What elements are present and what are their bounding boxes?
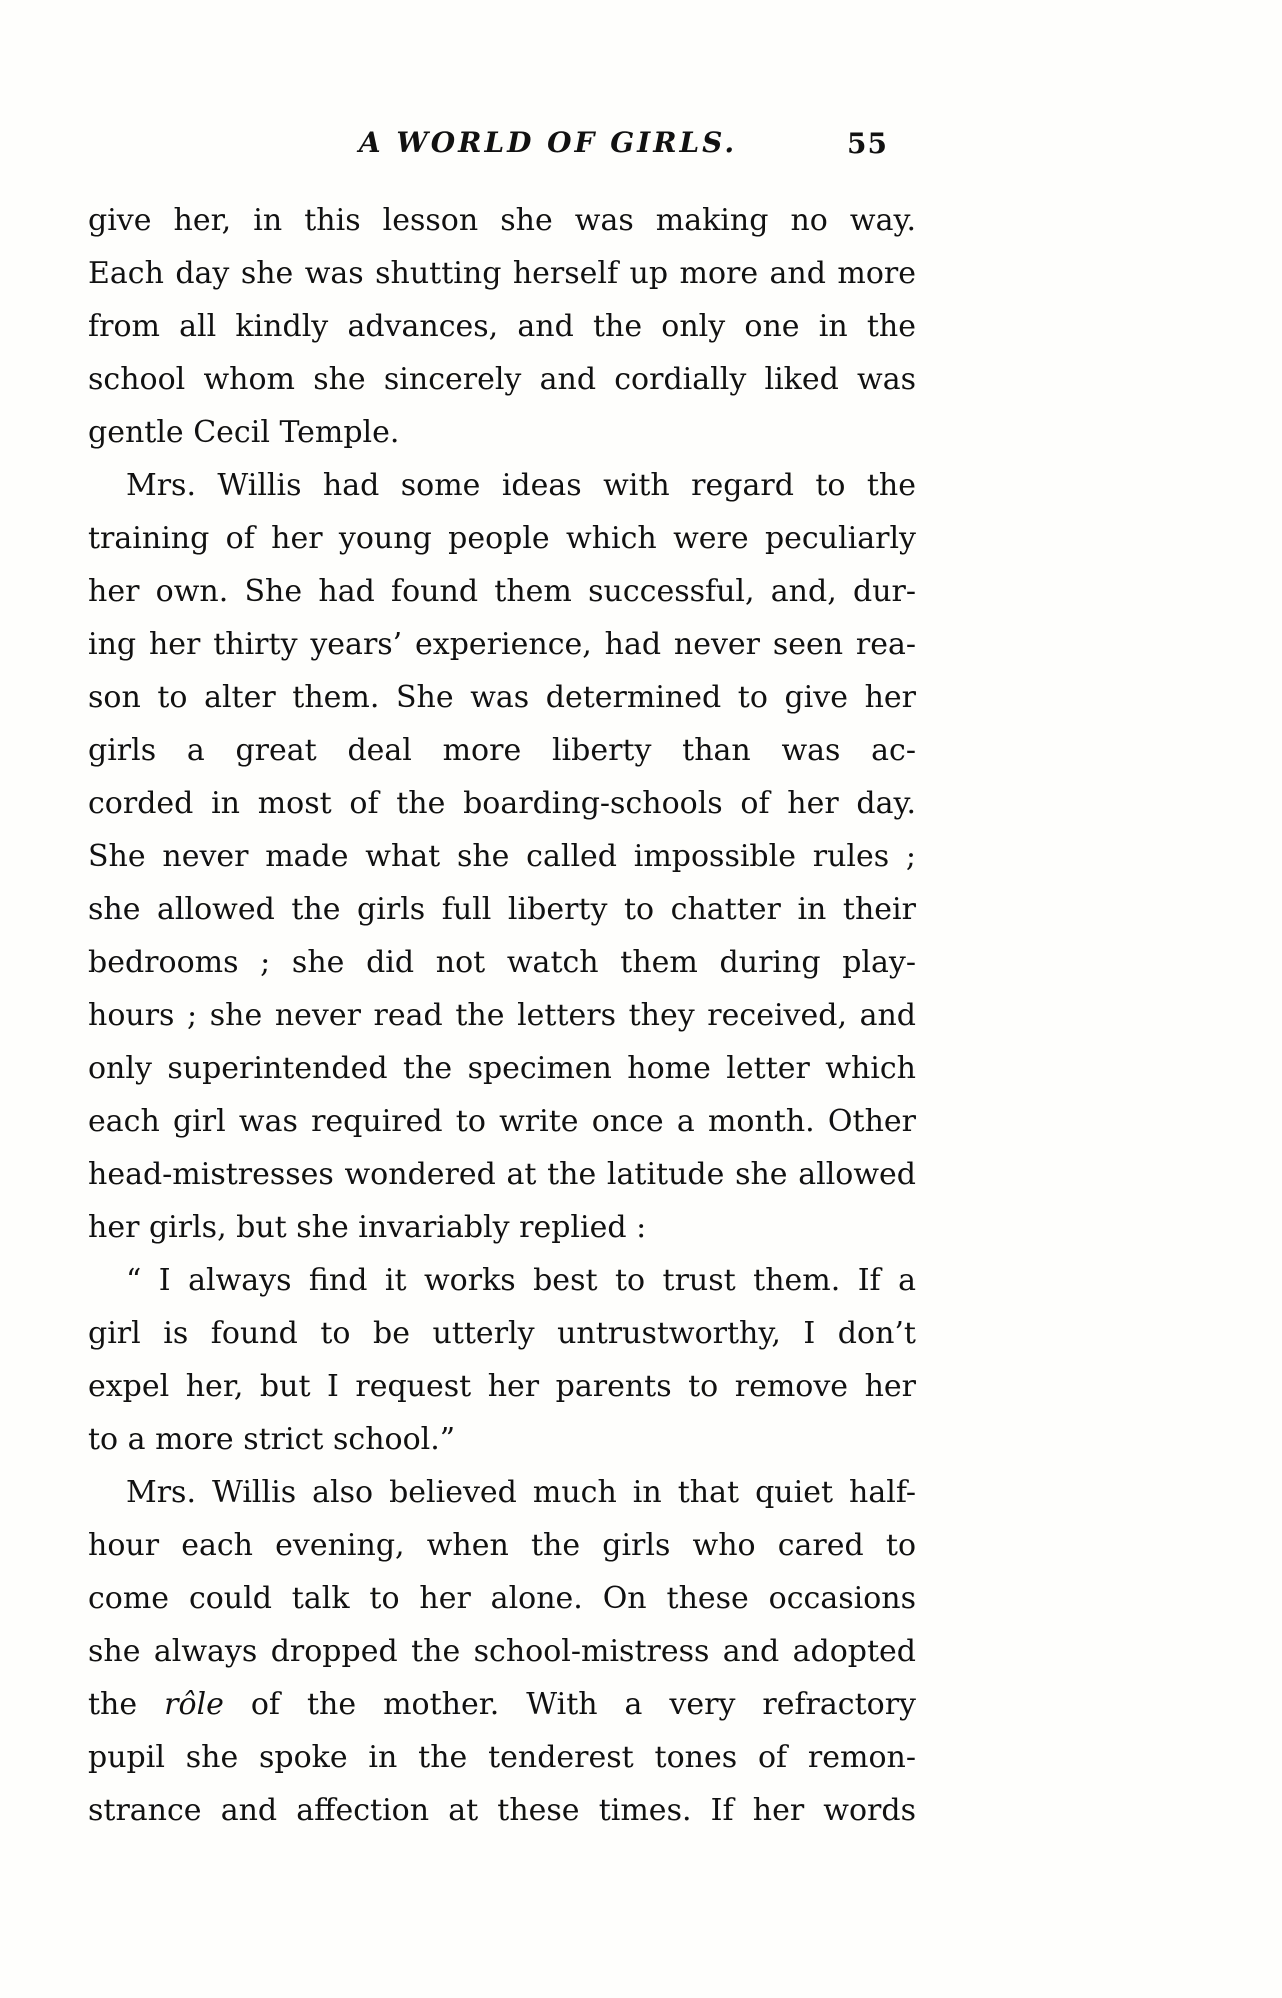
running-header <box>88 126 916 170</box>
paragraph <box>88 459 916 1254</box>
paragraph <box>88 194 916 459</box>
text-line: corded in most of the boarding-schools of her day. <box>88 786 916 821</box>
text-line: hours ; she never read the letters they received, and <box>88 998 916 1033</box>
text-line: Mrs. Willis had some ideas with regard to the <box>126 468 916 503</box>
text-line: Each day she was shutting herself up more and more <box>88 256 916 291</box>
text-line: come could talk to her alone. On these occasions <box>88 1581 916 1616</box>
text-line: give her, in this lesson she was making no way. <box>88 203 916 238</box>
paragraph <box>88 1466 916 1837</box>
text-line: only superintended the specimen home letter which <box>88 1051 916 1086</box>
text-line: girl is found to be utterly untrustworthy, I don’t <box>88 1316 916 1351</box>
page-body <box>88 194 916 1837</box>
text-line: hour each evening, when the girls who cared to <box>88 1528 916 1563</box>
page-content <box>88 126 916 1837</box>
text-line: her own. She had found them successful, and, dur- <box>88 574 916 609</box>
text-line: from all kindly advances, and the only one in the <box>88 309 916 344</box>
paragraph <box>88 1254 916 1466</box>
text-line: she allowed the girls full liberty to chatter in their <box>88 892 916 927</box>
text-line: bedrooms ; she did not watch them during play- <box>88 945 916 980</box>
text-line: training of her young people which were peculiarly <box>88 521 916 556</box>
text-line: “ I always find it works best to trust them. If a <box>126 1263 916 1298</box>
text-line: strance and affection at these times. If her words <box>88 1793 916 1828</box>
text-line: head-mistresses wondered at the latitude she allowed <box>88 1157 916 1192</box>
text-line: the rôle of the mother. With a very refractory <box>88 1687 916 1722</box>
text-line: expel her, but I request her parents to remove her <box>88 1369 916 1404</box>
text-line: she always dropped the school-mistress and adopted <box>88 1634 916 1669</box>
running-header-title: A WORLD OF GIRLS. <box>358 126 738 159</box>
text-line: gentle Cecil Temple. <box>88 415 400 450</box>
text-line: ing her thirty years’ experience, had never seen rea- <box>88 627 916 662</box>
text-line: each girl was required to write once a month. Other <box>88 1104 916 1139</box>
text-line: to a more strict school.” <box>88 1422 456 1457</box>
page-number: 55 <box>847 127 888 160</box>
text-line: her girls, but she invariably replied : <box>88 1210 647 1245</box>
text-line: She never made what she called impossible rules ; <box>88 839 916 874</box>
text-line: Mrs. Willis also believed much in that quiet half- <box>126 1475 916 1510</box>
text-line: son to alter them. She was determined to give her <box>88 680 916 715</box>
text-line: pupil she spoke in the tenderest tones of remon- <box>88 1740 916 1775</box>
text-line: school whom she sincerely and cordially liked was <box>88 362 916 397</box>
text-line: girls a great deal more liberty than was ac- <box>88 733 916 768</box>
